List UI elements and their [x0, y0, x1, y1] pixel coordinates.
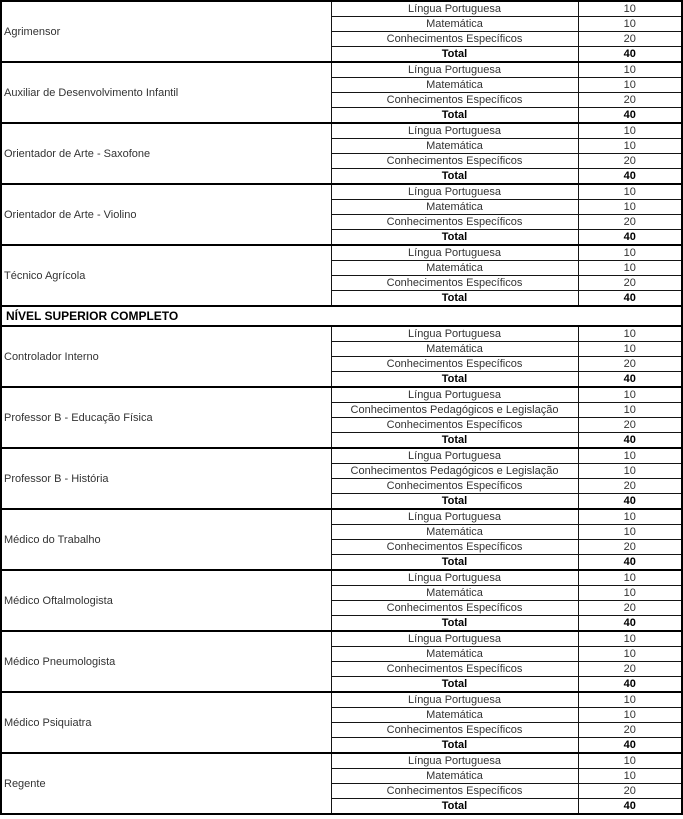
position-cell: Controlador Interno — [1, 326, 331, 387]
subject-row — [1, 245, 682, 261]
question-count-cell: 10 — [578, 342, 682, 357]
subject-cell: Matemática — [331, 78, 578, 93]
total-value-cell: 40 — [578, 169, 682, 185]
subject-cell: Língua Portuguesa — [331, 631, 578, 647]
total-label-cell: Total — [331, 372, 578, 388]
subject-row — [1, 326, 682, 342]
position-cell: Médico Pneumologista — [1, 631, 331, 692]
total-label-cell: Total — [331, 677, 578, 693]
section-header: NÍVEL SUPERIOR COMPLETO — [1, 306, 682, 326]
total-value-cell: 40 — [578, 108, 682, 124]
subject-cell: Matemática — [331, 139, 578, 154]
total-label-cell: Total — [331, 108, 578, 124]
subject-cell: Língua Portuguesa — [331, 245, 578, 261]
subject-row — [1, 509, 682, 525]
total-value-cell: 40 — [578, 616, 682, 632]
position-cell: Regente — [1, 753, 331, 814]
question-count-cell: 10 — [578, 570, 682, 586]
total-label-cell: Total — [331, 433, 578, 449]
subject-row — [1, 448, 682, 464]
subject-cell: Língua Portuguesa — [331, 1, 578, 17]
question-count-cell: 20 — [578, 601, 682, 616]
subject-row — [1, 570, 682, 586]
subject-cell: Língua Portuguesa — [331, 570, 578, 586]
subject-cell: Conhecimentos Específicos — [331, 662, 578, 677]
total-label-cell: Total — [331, 555, 578, 571]
question-count-cell: 10 — [578, 403, 682, 418]
position-cell: Médico Oftalmologista — [1, 570, 331, 631]
question-count-cell: 20 — [578, 723, 682, 738]
position-cell: Técnico Agrícola — [1, 245, 331, 306]
total-label-cell: Total — [331, 494, 578, 510]
subject-cell: Matemática — [331, 261, 578, 276]
total-value-cell: 40 — [578, 555, 682, 571]
total-value-cell: 40 — [578, 433, 682, 449]
total-value-cell: 40 — [578, 47, 682, 63]
question-count-cell: 20 — [578, 32, 682, 47]
position-cell: Médico Psiquiatra — [1, 692, 331, 753]
subject-row — [1, 631, 682, 647]
question-count-cell: 10 — [578, 525, 682, 540]
question-count-cell: 10 — [578, 708, 682, 723]
question-count-cell: 10 — [578, 631, 682, 647]
subject-cell: Matemática — [331, 342, 578, 357]
total-value-cell: 40 — [578, 291, 682, 307]
question-count-cell: 20 — [578, 357, 682, 372]
question-count-cell: 10 — [578, 464, 682, 479]
question-count-cell: 10 — [578, 200, 682, 215]
total-value-cell: 40 — [578, 738, 682, 754]
question-count-cell: 20 — [578, 276, 682, 291]
position-cell: Médico do Trabalho — [1, 509, 331, 570]
question-count-cell: 10 — [578, 139, 682, 154]
total-label-cell: Total — [331, 616, 578, 632]
subject-cell: Conhecimentos Específicos — [331, 215, 578, 230]
subject-row — [1, 184, 682, 200]
position-cell: Agrimensor — [1, 1, 331, 62]
subject-cell: Conhecimentos Específicos — [331, 357, 578, 372]
question-count-cell: 20 — [578, 93, 682, 108]
question-count-cell: 20 — [578, 662, 682, 677]
question-count-cell: 10 — [578, 245, 682, 261]
total-label-cell: Total — [331, 738, 578, 754]
question-count-cell: 10 — [578, 387, 682, 403]
subject-cell: Língua Portuguesa — [331, 123, 578, 139]
total-label-cell: Total — [331, 799, 578, 815]
question-count-cell: 10 — [578, 692, 682, 708]
subject-cell: Conhecimentos Específicos — [331, 93, 578, 108]
subject-cell: Língua Portuguesa — [331, 62, 578, 78]
question-count-cell: 20 — [578, 479, 682, 494]
question-count-cell: 20 — [578, 418, 682, 433]
position-cell: Auxiliar de Desenvolvimento Infantil — [1, 62, 331, 123]
subject-cell: Conhecimentos Específicos — [331, 154, 578, 169]
question-count-cell: 10 — [578, 769, 682, 784]
total-label-cell: Total — [331, 47, 578, 63]
question-count-cell: 20 — [578, 784, 682, 799]
position-cell: Professor B - História — [1, 448, 331, 509]
question-count-cell: 20 — [578, 540, 682, 555]
question-count-cell: 10 — [578, 647, 682, 662]
subject-row — [1, 387, 682, 403]
subject-cell: Língua Portuguesa — [331, 753, 578, 769]
subject-cell: Língua Portuguesa — [331, 448, 578, 464]
total-value-cell: 40 — [578, 372, 682, 388]
subject-cell: Matemática — [331, 525, 578, 540]
subject-cell: Conhecimentos Específicos — [331, 540, 578, 555]
position-cell: Orientador de Arte - Saxofone — [1, 123, 331, 184]
subject-cell: Matemática — [331, 708, 578, 723]
subject-row — [1, 753, 682, 769]
total-value-cell: 40 — [578, 677, 682, 693]
subject-cell: Conhecimentos Específicos — [331, 784, 578, 799]
exam-table-body — [1, 1, 682, 814]
question-count-cell: 10 — [578, 62, 682, 78]
question-count-cell: 10 — [578, 1, 682, 17]
section-header-row — [1, 306, 682, 326]
total-label-cell: Total — [331, 230, 578, 246]
subject-cell: Matemática — [331, 647, 578, 662]
question-count-cell: 10 — [578, 448, 682, 464]
subject-cell: Conhecimentos Pedagógicos e Legislação — [331, 464, 578, 479]
subject-row — [1, 123, 682, 139]
question-count-cell: 10 — [578, 753, 682, 769]
question-count-cell: 10 — [578, 261, 682, 276]
subject-cell: Matemática — [331, 200, 578, 215]
total-value-cell: 40 — [578, 799, 682, 815]
subject-cell: Língua Portuguesa — [331, 387, 578, 403]
subject-row — [1, 692, 682, 708]
position-cell: Professor B - Educação Física — [1, 387, 331, 448]
subject-cell: Matemática — [331, 17, 578, 32]
subject-cell: Conhecimentos Específicos — [331, 276, 578, 291]
subject-cell: Conhecimentos Específicos — [331, 723, 578, 738]
subject-cell: Língua Portuguesa — [331, 509, 578, 525]
question-count-cell: 20 — [578, 154, 682, 169]
question-count-cell: 10 — [578, 123, 682, 139]
subject-cell: Conhecimentos Específicos — [331, 479, 578, 494]
subject-cell: Língua Portuguesa — [331, 692, 578, 708]
question-count-cell: 10 — [578, 184, 682, 200]
subject-cell: Matemática — [331, 586, 578, 601]
subject-cell: Conhecimentos Específicos — [331, 601, 578, 616]
subject-cell: Língua Portuguesa — [331, 326, 578, 342]
subject-cell: Língua Portuguesa — [331, 184, 578, 200]
subject-cell: Matemática — [331, 769, 578, 784]
subject-cell: Conhecimentos Específicos — [331, 418, 578, 433]
subject-row — [1, 1, 682, 17]
question-count-cell: 10 — [578, 509, 682, 525]
position-cell: Orientador de Arte - Violino — [1, 184, 331, 245]
subject-cell: Conhecimentos Pedagógicos e Legislação — [331, 403, 578, 418]
total-label-cell: Total — [331, 291, 578, 307]
total-label-cell: Total — [331, 169, 578, 185]
total-value-cell: 40 — [578, 494, 682, 510]
total-value-cell: 40 — [578, 230, 682, 246]
question-count-cell: 10 — [578, 586, 682, 601]
question-count-cell: 10 — [578, 326, 682, 342]
question-count-cell: 10 — [578, 78, 682, 93]
subject-row — [1, 62, 682, 78]
subject-cell: Conhecimentos Específicos — [331, 32, 578, 47]
question-count-cell: 20 — [578, 215, 682, 230]
question-count-cell: 10 — [578, 17, 682, 32]
